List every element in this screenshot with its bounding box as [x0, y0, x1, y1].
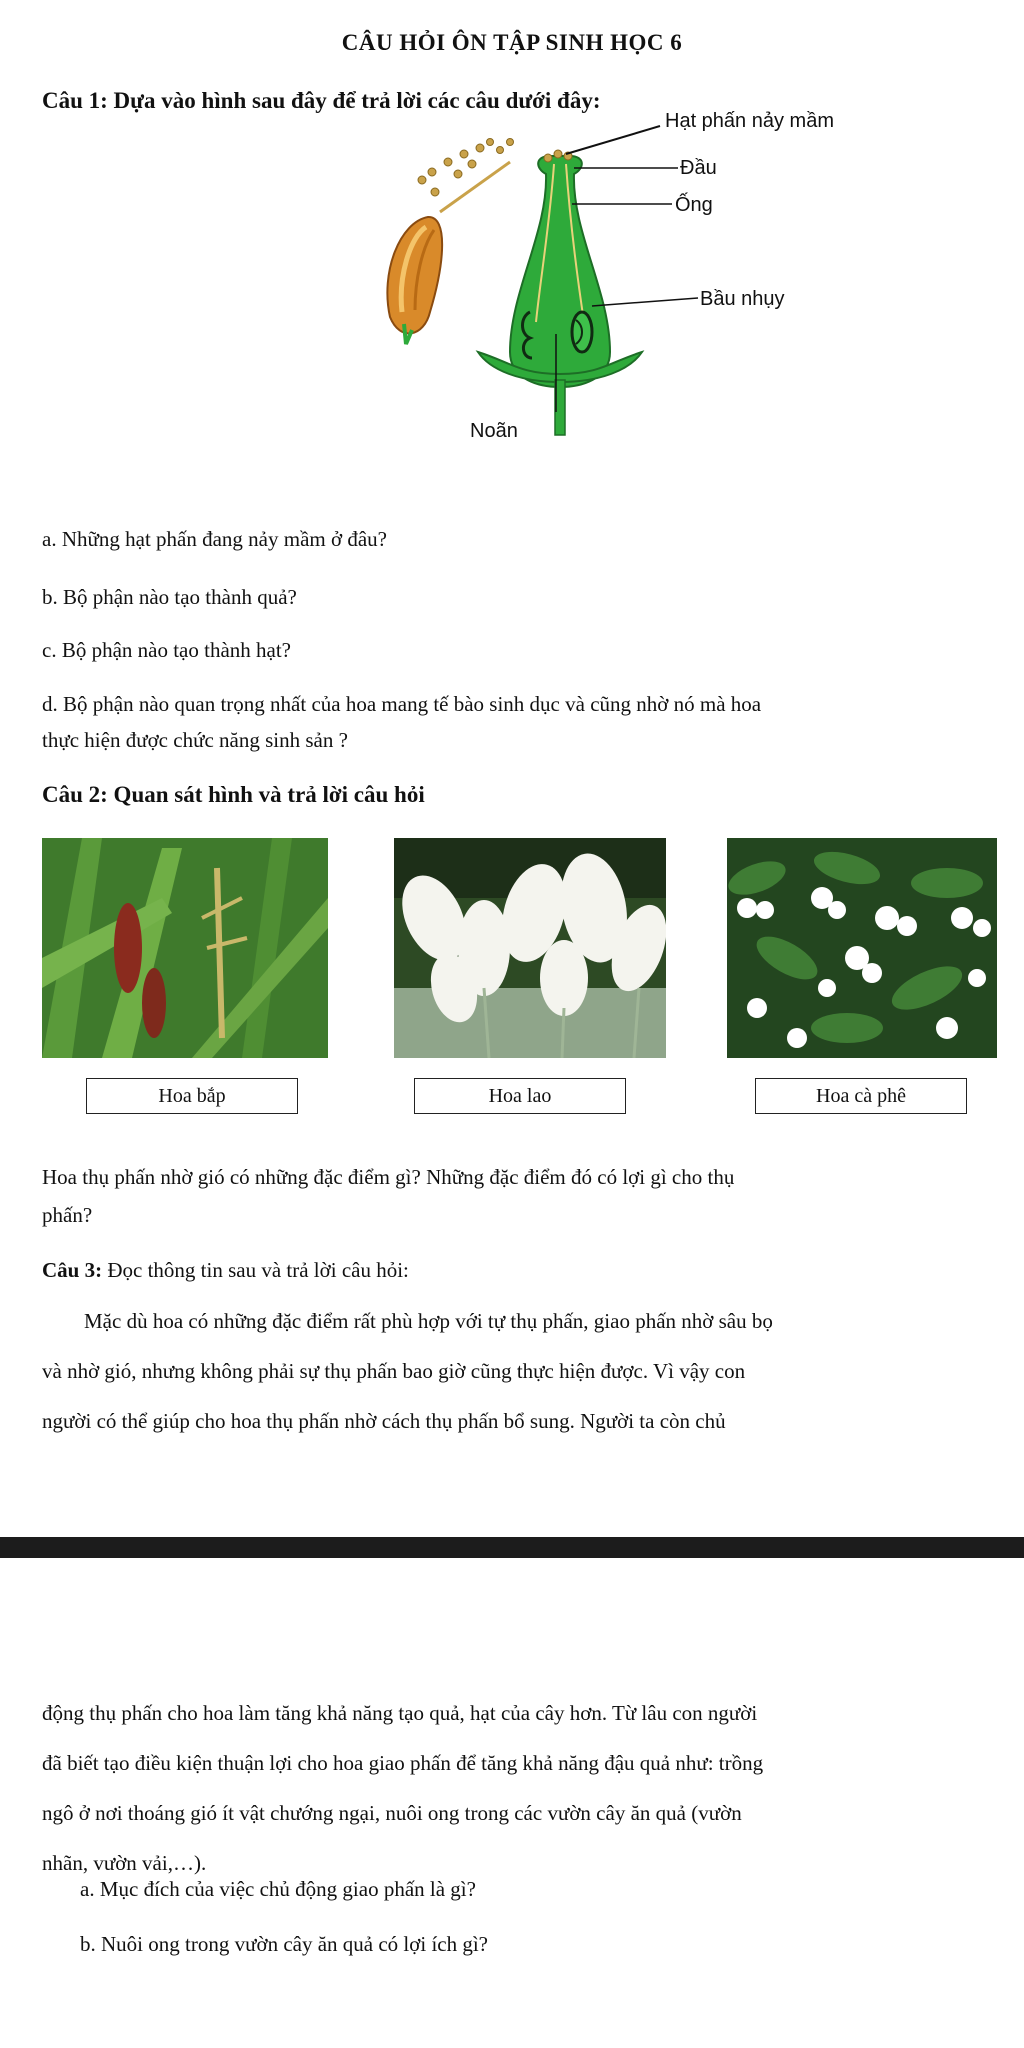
label-pollen: Hạt phấn nảy mầm: [665, 110, 834, 132]
question-1-item-d: d. Bộ phận nào quan trọng nhất của hoa mang tế bào sinh dục và cũng nhờ nó mà hoa: [42, 692, 762, 716]
question-3-paragraph-bottom: [42, 1688, 982, 1888]
question-2-heading: Câu 2: Quan sát hình và trả lời câu hỏi: [42, 782, 425, 807]
caption-coffee: Hoa cà phê: [755, 1078, 967, 1114]
pistil-diagram: [360, 112, 880, 452]
paragraph-line: nhãn, vườn vải,…).: [42, 1851, 207, 1875]
caption-corn: Hoa bắp: [86, 1078, 298, 1114]
question-3-instruction: Đọc thông tin sau và trả lời câu hỏi:: [102, 1258, 409, 1282]
question-1-heading: Câu 1: Dựa vào hình sau đây để trả lời các câu dưới đây:: [42, 88, 601, 113]
corn-flower-photo: [42, 838, 328, 1058]
question-3-item-a: a. Mục đích của việc chủ động giao phấn là gì?: [80, 1877, 476, 1901]
question-3-item-b: b. Nuôi ong trong vườn cây ăn quả có lợi ích gì?: [80, 1932, 489, 1956]
question-1-item-a: a. Những hạt phấn đang nảy mầm ở đâu?: [42, 527, 387, 551]
coffee-flower-photo: [727, 838, 997, 1058]
label-ovule: Noãn: [470, 420, 518, 442]
question-2-text-line2: phấn?: [42, 1203, 93, 1227]
question-1-item-d-cont: thực hiện được chức năng sinh sản ?: [42, 728, 348, 752]
pistil-body: [478, 150, 642, 435]
paragraph-line: đã biết tạo điều kiện thuận lợi cho hoa giao phấn để tăng khả năng đậu quả như: trồng: [42, 1751, 764, 1775]
document-title: CÂU HỎI ÔN TẬP SINH HỌC 6: [341, 30, 683, 55]
question-3-label: Câu 3:: [42, 1258, 103, 1282]
caption-reed: Hoa lao: [414, 1078, 626, 1114]
label-stigma: Đầu: [680, 157, 717, 179]
page-separator-bar: [0, 1537, 1024, 1558]
label-style: Ống: [675, 194, 713, 216]
question-3-paragraph-top: [42, 1296, 982, 1446]
paragraph-line: động thụ phấn cho hoa làm tăng khả năng tạo quả, hạt của cây hơn. Từ lâu con người: [42, 1701, 758, 1725]
paragraph-line: người có thể giúp cho hoa thụ phấn nhờ cách thụ phấn bổ sung. Người ta còn chủ: [42, 1409, 726, 1433]
paragraph-line: và nhờ gió, nhưng không phải sự thụ phấn bao giờ cũng thực hiện được. Vì vậy con: [42, 1359, 746, 1383]
paragraph-line: ngô ở nơi thoáng gió ít vật chướng ngại, nuôi ong trong các vườn cây ăn quả (vườn: [42, 1801, 742, 1825]
question-1-item-c: c. Bộ phận nào tạo thành hạt?: [42, 638, 292, 662]
question-1-item-b: b. Bộ phận nào tạo thành quả?: [42, 585, 297, 609]
label-ovary: Bầu nhụy: [700, 288, 785, 310]
reed-flower-photo: [394, 838, 666, 1058]
paragraph-line: Mặc dù hoa có những đặc điểm rất phù hợp với tự thụ phấn, giao phấn nhờ sâu bọ: [84, 1309, 773, 1333]
question-3-heading: [42, 1258, 409, 1283]
pollen-grains: [418, 139, 514, 197]
anther-illustration: [387, 217, 442, 344]
question-2-text-line1: Hoa thụ phấn nhờ gió có những đặc điểm gì? Những đặc điểm đó có lợi gì cho thụ: [42, 1165, 735, 1189]
